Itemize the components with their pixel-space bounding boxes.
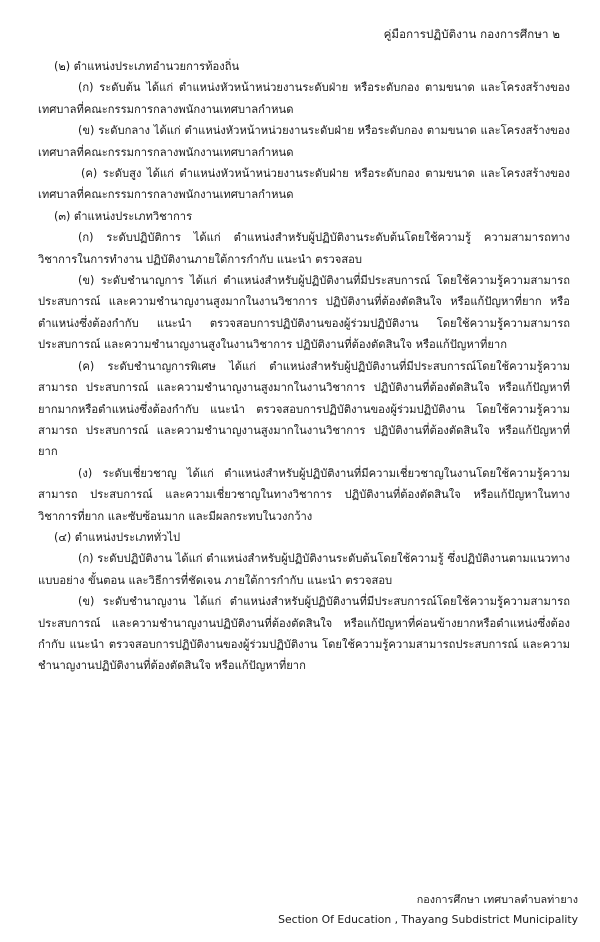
document-body (38, 56, 570, 677)
paragraph-general-level-1: (ก) ระดับปฏิบัติงาน ได้แก่ ตำแหน่งสำหรับผู้ปฏิบัติงานระดับต้นโดยใช้ความรู้ ซึ่งปฏิบัติงานตามแนวทาง แบบอย่าง ขั้นตอน และวิธีการที่ชัดเจน ภายใต้การกำกับ แนะนำ ตรวจสอบ (38, 552, 570, 587)
heading-local-administrative: (๒) ตำแหน่งประเภทอำนวยการท้องถิ่น (54, 60, 240, 73)
page-header: คู่มือการปฏิบัติงาน กองการศึกษา ๒ (383, 27, 560, 41)
paragraph-admin-level-2: (ข) ระดับกลาง ได้แก่ ตำแหน่งหัวหน้าหน่วยงานระดับฝ่าย หรือระดับกอง ตามขนาด และโครงสร้างของเทศบาลที่คณะกรรมการกลางพนักงานเทศบาลกำหนด (38, 124, 570, 159)
paragraph-academic-level-3: (ค) ระดับชำนาญการพิเศษ ได้แก่ ตำแหน่งสำหรับผู้ปฏิบัติงานที่มีประสบการณ์โดยใช้ความรู้ความสามารถ ประสบการณ์ และความชำนาญงานสูงมากในงานวิชาการ ปฏิบัติงานที่ต้องตัดสินใจ หรือแก้ปัญหาที่ยากมากหรือตำแหน่งซึ่งต้องกำกับ แนะนำ ตรวจสอบการปฏิบัติงานของผู้ร่วมปฏิบัติงาน โดยใช้ความรู้ความสามารถ ประสบการณ์ และความชำนาญงานสูงมากในงานวิชาการ ปฏิบัติงานที่ต้องตัดสินใจ หรือแก้ปัญหาที่ยาก (38, 359, 570, 459)
page-footer (278, 890, 578, 930)
heading-academic: (๓) ตำแหน่งประเภทวิชาการ (54, 209, 193, 223)
footer-english-line: Section Of Education , Thayang Subdistrict Municipality (278, 913, 578, 926)
paragraph-general-level-2: (ข) ระดับชำนาญงาน ได้แก่ ตำแหน่งสำหรับผู้ปฏิบัติงานที่มีประสบการณ์โดยใช้ความรู้ความสามารถ ประสบการณ์ และความชำนาญงานปฏิบัติงานที่ต้องตัดสินใจ หรือแก้ปัญหาที่ค่อนข้างยากหรือตำแหน่งซึ่งต้องกำกับ แนะนำ ตรวจสอบการปฏิบัติงานของผู้ร่วมปฏิบัติงาน โดยใช้ความรู้ความสามารถประสบการณ์ และความชำนาญงานปฏิบัติงานที่ต้องตัดสินใจ หรือแก้ปัญหาที่ยาก (38, 595, 570, 673)
paragraph-academic-level-2: (ข) ระดับชำนาญการ ได้แก่ ตำแหน่งสำหรับผู้ปฏิบัติงานที่มีประสบการณ์ โดยใช้ความรู้ความสามารถ ประสบการณ์ และความชำนาญงานสูงมากในงานวิชาการ ปฏิบัติงานที่ต้องตัดสินใจ หรือแก้ปัญหาที่ยาก หรือตำแหน่งซึ่งต้องกำกับ แนะนำ ตรวจสอบการปฏิบัติงานของผู้ร่วมปฏิบัติงาน โดยใช้ความรู้ความสามารถ ประสบการณ์ และความชำนาญงานสูงในงานวิชาการ ปฏิบัติงานที่ต้องตัดสินใจ หรือแก้ปัญหาที่ยาก (38, 274, 570, 352)
paragraph-admin-level-3: (ค) ระดับสูง ได้แก่ ตำแหน่งหัวหน้าหน่วยงานระดับฝ่าย หรือระดับกอง ตามขนาด และโครงสร้างของเทศบาลที่คณะกรรมการกลางพนักงานเทศบาลกำหนด (38, 167, 570, 202)
footer-thai-line: กองการศึกษา เทศบาลตำบลท่ายาง (416, 893, 578, 906)
paragraph-academic-level-1: (ก) ระดับปฏิบัติการ ได้แก่ ตำแหน่งสำหรับผู้ปฏิบัติงานระดับต้นโดยใช้ความรู้ ความสามารถทางวิชาการในการทำงาน ปฏิบัติงานภายใต้การกำกับ แนะนำ ตรวจสอบ (38, 231, 570, 266)
paragraph-academic-level-4: (ง) ระดับเชี่ยวชาญ ได้แก่ ตำแหน่งสำหรับผู้ปฏิบัติงานที่มีความเชี่ยวชาญในงานโดยใช้ความรู้ความสามารถ ประสบการณ์ และความเชี่ยวชาญในทางวิชาการ ปฏิบัติงานที่ต้องตัดสินใจ หรือแก้ปัญหาในทางวิชาการที่ยาก และซับซ้อนมาก และมีผลกระทบในวงกว้าง (38, 466, 570, 523)
paragraph-admin-level-1: (ก) ระดับต้น ได้แก่ ตำแหน่งหัวหน้าหน่วยงานระดับฝ่าย หรือระดับกอง ตามขนาด และโครงสร้างของเทศบาลที่คณะกรรมการกลางพนักงานเทศบาลกำหนด (38, 81, 570, 116)
heading-general: (๔) ตำแหน่งประเภททั่วไป (54, 530, 181, 544)
